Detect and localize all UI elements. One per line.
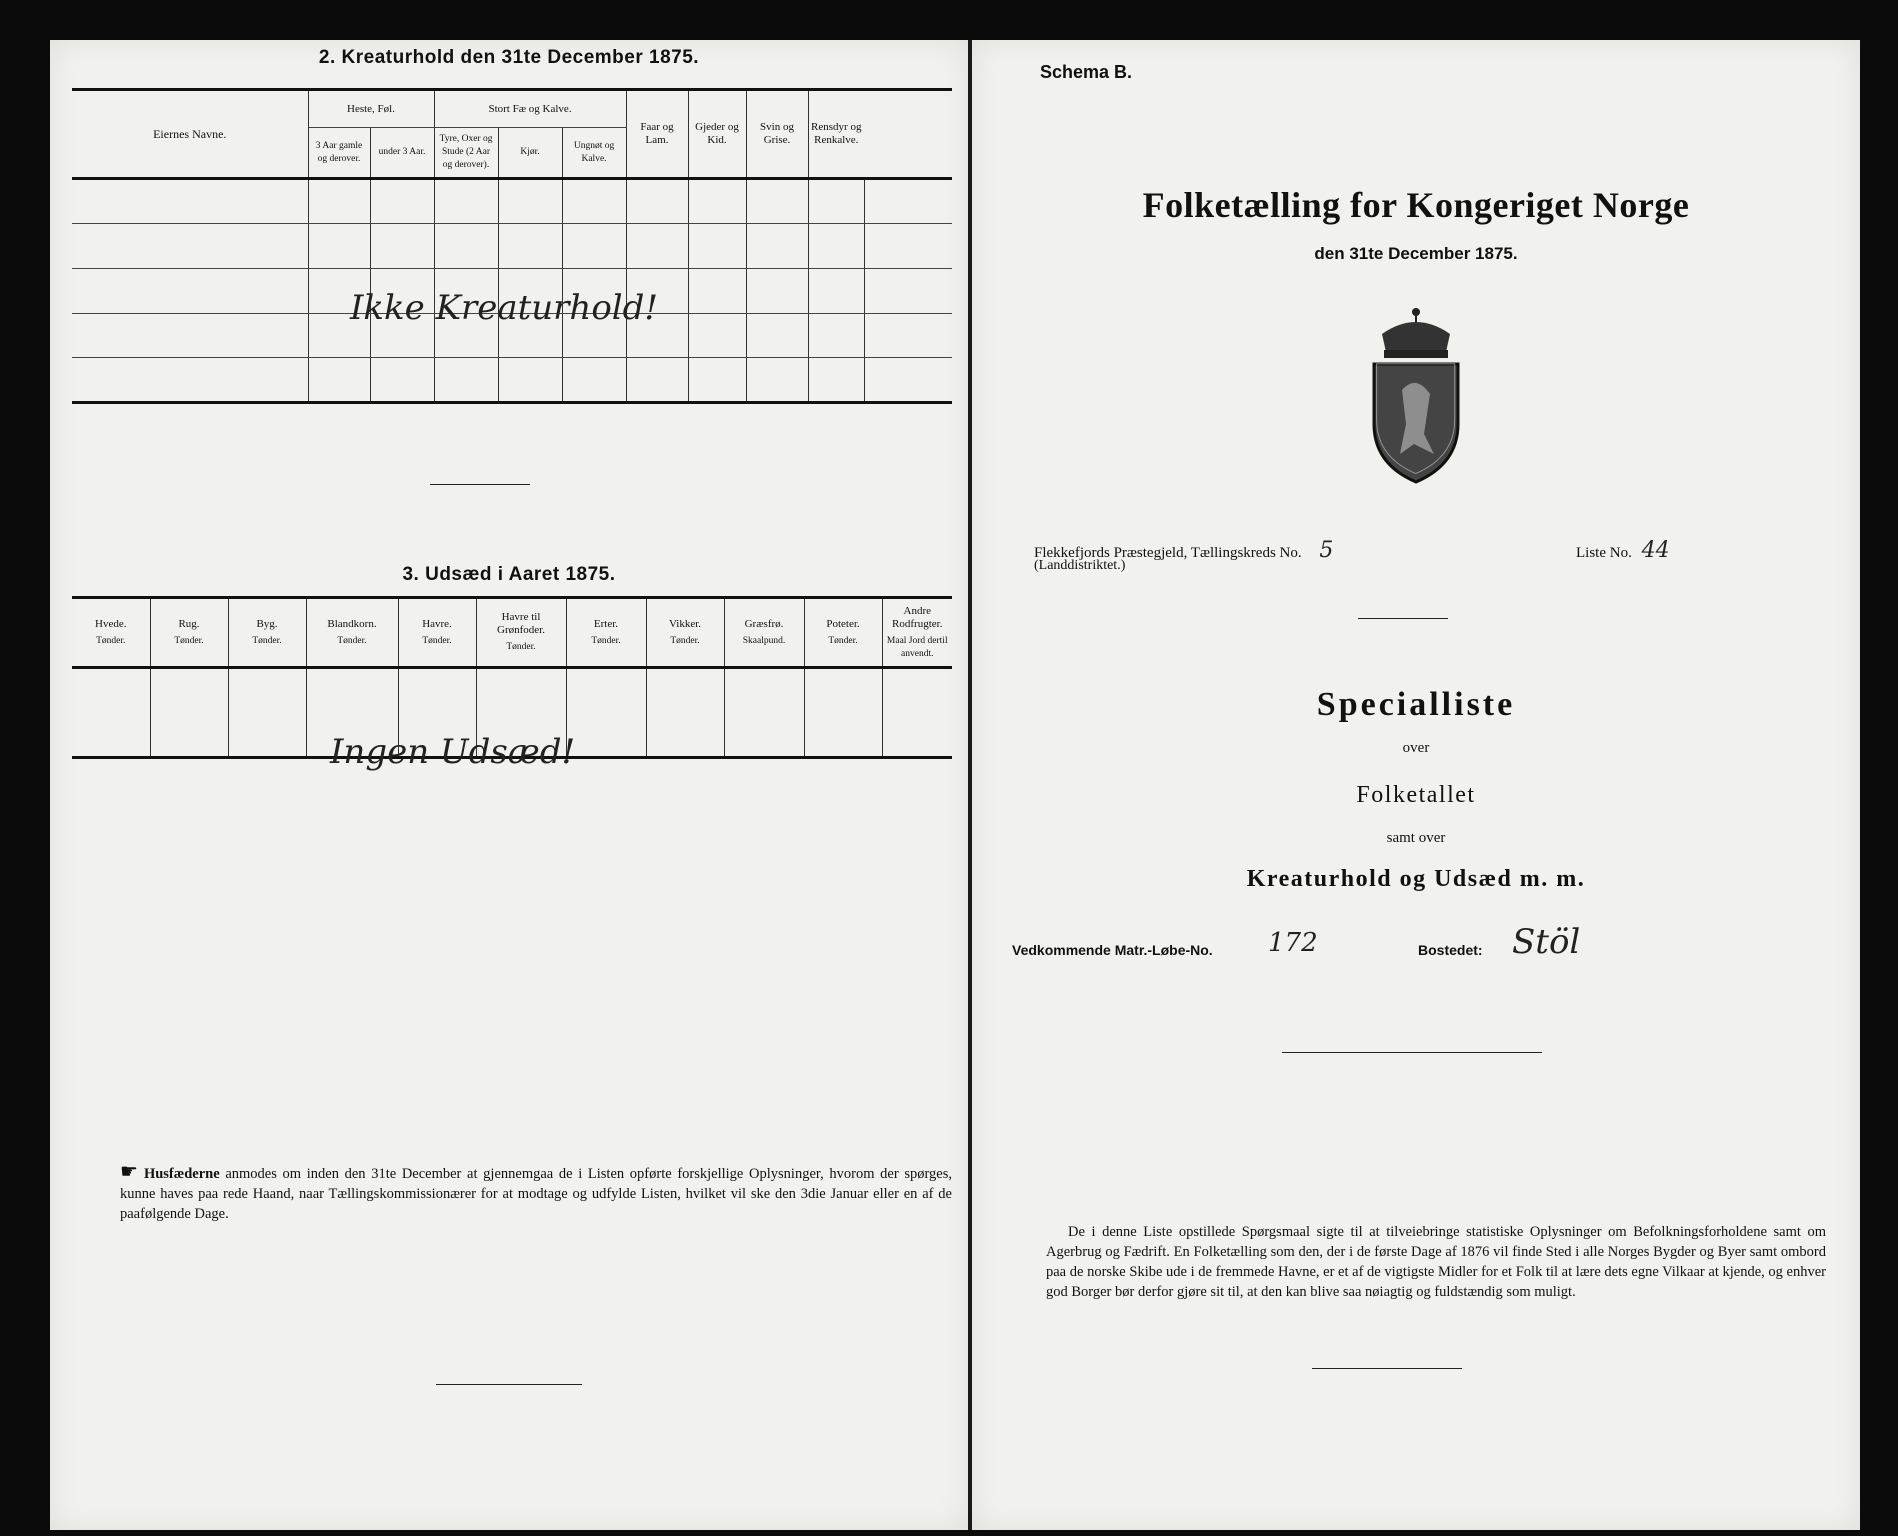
bosted-value: Stöl <box>1512 922 1581 962</box>
seed-col-9-header <box>804 598 882 668</box>
seed-col-unit: Tønder. <box>252 635 282 646</box>
kreaturhold-title: Kreaturhold og Udsæd m. m. <box>1246 866 1586 892</box>
seed-col-4-header <box>398 598 476 668</box>
list-number: 44 <box>1641 538 1670 563</box>
district-subtitle: (Landdistriktet.) <box>1034 558 1126 573</box>
coat-of-arms-icon <box>1354 304 1478 484</box>
livestock-table <box>72 88 952 404</box>
seed-col-2-header <box>228 598 306 668</box>
reindeer-header: Rensdyr og Renkalve. <box>808 90 864 179</box>
divider <box>1358 618 1448 619</box>
seed-col-unit: Tønder. <box>591 635 621 646</box>
seed-col-unit: Tønder. <box>337 635 367 646</box>
seed-col-unit: Maal Jord dertil anvendt. <box>886 635 948 659</box>
cattle-header: Stort Fæ og Kalve. <box>434 90 626 128</box>
matr-label: Vedkommende Matr.-Løbe-No. <box>1012 942 1213 958</box>
cows-header: Kjør. <box>498 128 562 179</box>
seed-col-10-header <box>882 598 952 668</box>
horses-under3-header: under 3 Aar. <box>370 128 434 179</box>
samt-over-text: samt over <box>1386 830 1446 846</box>
seed-col-8-cell <box>724 668 804 758</box>
seed-col-8-header <box>724 598 804 668</box>
seed-col-name: Andre Rodfrugter. <box>892 604 943 630</box>
section2-title: 2. Kreaturhold den 31te December 1875. <box>318 47 700 68</box>
seed-col-name: Byg. <box>256 617 278 630</box>
seed-col-7-cell <box>646 668 724 758</box>
seed-col-name: Poteter. <box>826 617 860 630</box>
matr-number: 172 <box>1268 928 1318 958</box>
goats-header: Gjeder og Kid. <box>688 90 746 179</box>
list-line <box>1576 538 1670 563</box>
seed-col-0-cell <box>72 668 150 758</box>
seed-col-unit: Tønder. <box>828 635 858 646</box>
seed-col-name: Havre til Grønfoder. <box>497 611 545 636</box>
list-label: Liste No. <box>1576 545 1632 561</box>
district-label: Flekkefjords Præstegjeld, Tællingskreds No. <box>1034 545 1302 561</box>
footnote-text: anmodes om inden den 31te December at gjennemgaa de i Listen opførte forskjellige Oplysninger, hvorom der spørges, kunne haves paa rede Haand, naar Tællingskommissionærer for at modtage og udfylde Listen, hvilket vil ske den 3die Januar eller en af de paafølgende Dage. <box>120 1166 953 1222</box>
section3-title: 3. Udsæd i Aaret 1875. <box>402 564 616 585</box>
footnote <box>120 1162 952 1224</box>
seed-col-0-header <box>72 598 150 668</box>
bulls-header: Tyre, Oxer og Stude (2 Aar og derover). <box>434 128 498 179</box>
horses-3yr-header: 3 Aar gamle og derover. <box>308 128 370 179</box>
seed-col-3-header <box>306 598 398 668</box>
schema-label: Schema B. <box>1040 62 1133 82</box>
main-title: Folketælling for Kongeriget Norge <box>1142 185 1690 225</box>
seed-col-6-header <box>566 598 646 668</box>
seed-col-5-header <box>476 598 566 668</box>
divider <box>430 484 530 485</box>
bosted-label: Bostedet: <box>1418 942 1483 958</box>
divider <box>1312 1368 1462 1369</box>
specialliste-title: Specialliste <box>1316 686 1516 723</box>
seed-col-7-header <box>646 598 724 668</box>
seed-col-unit: Tønder. <box>670 635 700 646</box>
left-page <box>50 40 968 1530</box>
horses-header: Heste, Føl. <box>308 90 434 128</box>
sheep-header: Faar og Lam. <box>626 90 688 179</box>
seed-col-unit: Tønder. <box>174 635 204 646</box>
census-explanation: De i denne Liste opstillede Spørgsmaal sigte til at tilveiebringe statistiske Oplysninger om Befolkningsforholdene samt om Agerbrug og Fædrift. En Folketælling som den, der i de første Dage af 1876 vil finde Sted i alle Norges Bygder og Byer samt ombord paa de norske Skibe ude i de fremmede Havne, er et af de vigtigste Midler for et Folk til at lære dets egne Vilkaar at kjende, og enhver god Borger bør derfor gjøre sit til, at den kan blive saa nøiagtig og fuldstændig som muligt. <box>1046 1224 1826 1300</box>
seed-col-unit: Skaalpund. <box>742 635 786 646</box>
livestock-handwriting: Ikke Kreaturhold! <box>350 288 659 328</box>
seed-col-1-header <box>150 598 228 668</box>
seed-handwriting: Ingen Udsæd! <box>330 732 576 772</box>
owner-header: Eiernes Navne. <box>72 90 308 179</box>
seed-col-unit: Tønder. <box>506 642 536 652</box>
pigs-header: Svin og Grise. <box>746 90 808 179</box>
seed-col-9-cell <box>804 668 882 758</box>
folketallet-text: Folketallet <box>1356 782 1476 808</box>
seed-col-name: Blandkorn. <box>327 617 377 630</box>
seed-col-unit: Tønder. <box>96 635 126 646</box>
seed-col-10-cell <box>882 668 952 758</box>
district-number: 5 <box>1319 538 1334 563</box>
footnote-lead: Husfæderne <box>143 1166 220 1182</box>
divider <box>1282 1052 1542 1053</box>
seed-col-6-cell <box>566 668 646 758</box>
calves-header: Ungnøt og Kalve. <box>562 128 626 179</box>
seed-col-unit: Tønder. <box>422 635 452 646</box>
pointing-hand-icon: ☛ <box>120 1161 138 1183</box>
right-page <box>972 40 1860 1530</box>
seed-col-2-cell <box>228 668 306 758</box>
seed-col-name: Hvede. <box>95 617 127 630</box>
seed-col-1-cell <box>150 668 228 758</box>
seed-col-name: Erter. <box>593 617 619 630</box>
seed-col-name: Rug. <box>178 617 200 630</box>
over-text: over <box>1402 740 1430 756</box>
divider <box>436 1384 582 1385</box>
seed-col-name: Vikker. <box>668 617 702 630</box>
seed-col-name: Havre. <box>422 617 452 630</box>
seed-col-name: Græsfrø. <box>744 617 784 630</box>
census-date: den 31te December 1875. <box>1314 244 1518 263</box>
